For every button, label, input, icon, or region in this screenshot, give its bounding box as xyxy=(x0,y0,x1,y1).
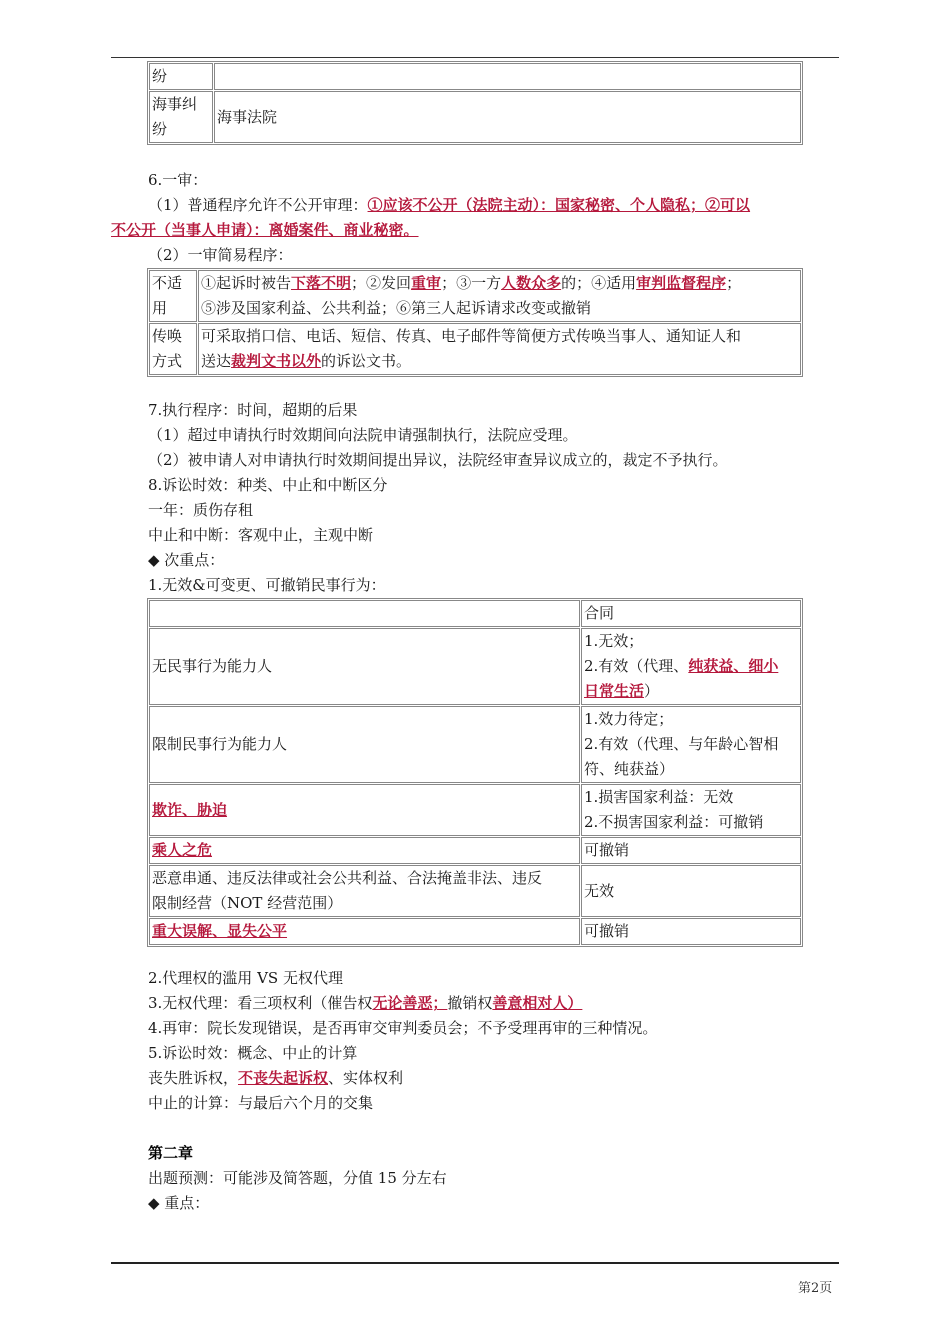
contract-cell-label: 恶意串通、违反法律或社会公共利益、合法掩盖非法、违反 限制经营（NOT 经营范围） xyxy=(149,865,580,917)
page-number: 第2页 xyxy=(798,1281,833,1296)
section6-p2: （2）一审简易程序： xyxy=(148,246,293,264)
simple-cell-content: 可采取捎口信、电话、短信、传真、电子邮件等简便方式传唤当事人、通知证人和 送达裁判文书以外的诉讼文书。 xyxy=(198,323,801,375)
simple-procedure-table xyxy=(147,268,803,377)
contract-cell-value: 1.无效； 2.有效（代理、纯获益、细小 日常生活） xyxy=(581,628,801,705)
footer-rule xyxy=(111,1262,839,1264)
contract-cell-value: 1.效力待定； 2.有效（代理、与年龄心智相 符、纯获益） xyxy=(581,706,801,783)
contract-cell-label: 限制民事行为能力人 xyxy=(149,706,580,783)
section7-line: 7.执行程序：时间，超期的后果 xyxy=(148,401,358,419)
court-cell-label: 海事纠 纷 xyxy=(149,91,213,143)
section-line: 4.再审：院长发现错误，是否再审交审判委员会；不予受理再审的三种情况。 xyxy=(148,1019,658,1037)
simple-cell-content: ①起诉时被告下落不明；②发回重审；③一方人数众多的；④适用审判监督程序； ⑤涉及国家利益、公共利益；⑥第三人起诉请求改变或撤销 xyxy=(198,270,801,322)
contract-cell-label xyxy=(149,600,580,627)
contract-cell-value: 1.损害国家利益：无效 2.不损害国家利益：可撤销 xyxy=(581,784,801,836)
contract-header: 合同 xyxy=(581,600,801,627)
contract-cell-label: 重大误解、显失公平 xyxy=(149,918,580,945)
court-cell-value xyxy=(214,63,801,90)
contract-cell-value: 可撤销 xyxy=(581,837,801,864)
key-points-heading: ◆ 重点： xyxy=(148,1194,210,1212)
contract-cell-value: 无效 xyxy=(581,865,801,917)
contract-cell-label: 无民事行为能力人 xyxy=(149,628,580,705)
section-line: 2.代理权的滥用 VS 无权代理 xyxy=(148,969,343,987)
simple-cell-label: 不适 用 xyxy=(149,270,197,322)
section-line: 5.诉讼时效：概念、中止的计算 xyxy=(148,1044,358,1062)
section6-title: 6.一审： xyxy=(148,171,208,189)
section-line: 3.无权代理：看三项权利（催告权无论善恶；撤销权善意相对人） xyxy=(148,994,583,1012)
section-line: 丧失胜诉权，不丧失起诉权、实体权利 xyxy=(148,1069,404,1087)
chapter-heading: 第二章 xyxy=(148,1144,194,1162)
court-cell-label: 纷 xyxy=(149,63,213,90)
section-line: 中止的计算：与最后六个月的交集 xyxy=(148,1094,374,1112)
section8-line: 中止和中断：客观中止，主观中断 xyxy=(148,526,374,544)
secondary-points-heading: ◆ 次重点： xyxy=(148,551,225,569)
court-cell-value: 海事法院 xyxy=(214,91,801,143)
section-line: 1.无效&可变更、可撤销民事行为： xyxy=(148,576,386,594)
simple-cell-label: 传唤 方式 xyxy=(149,323,197,375)
court-table xyxy=(147,61,803,145)
section-line: 出题预测：可能涉及简答题，分值 15 分左右 xyxy=(148,1169,447,1187)
contract-cell-value: 可撤销 xyxy=(581,918,801,945)
section7-line: （1）超过申请执行时效期间向法院申请强制执行，法院应受理。 xyxy=(148,426,578,444)
header-rule xyxy=(111,57,839,58)
section7-line: （2）被申请人对申请执行时效期间提出异议，法院经审查异议成立的，裁定不予执行。 xyxy=(148,451,728,469)
section8-line: 一年：质伤存租 xyxy=(148,501,254,519)
section6-p1: （1）普通程序允许不公开审理：①应该不公开（法院主动）：国家秘密、个人隐私；②可以 xyxy=(148,196,751,214)
contract-validity-table xyxy=(147,598,803,947)
section8-line: 8.诉讼时效：种类、中止和中断区分 xyxy=(148,476,388,494)
contract-cell-label: 乘人之危 xyxy=(149,837,580,864)
contract-cell-label: 欺诈、胁迫 xyxy=(149,784,580,836)
section6-p1-cont: 不公开（当事人申请）：离婚案件、商业秘密。 xyxy=(111,221,419,239)
